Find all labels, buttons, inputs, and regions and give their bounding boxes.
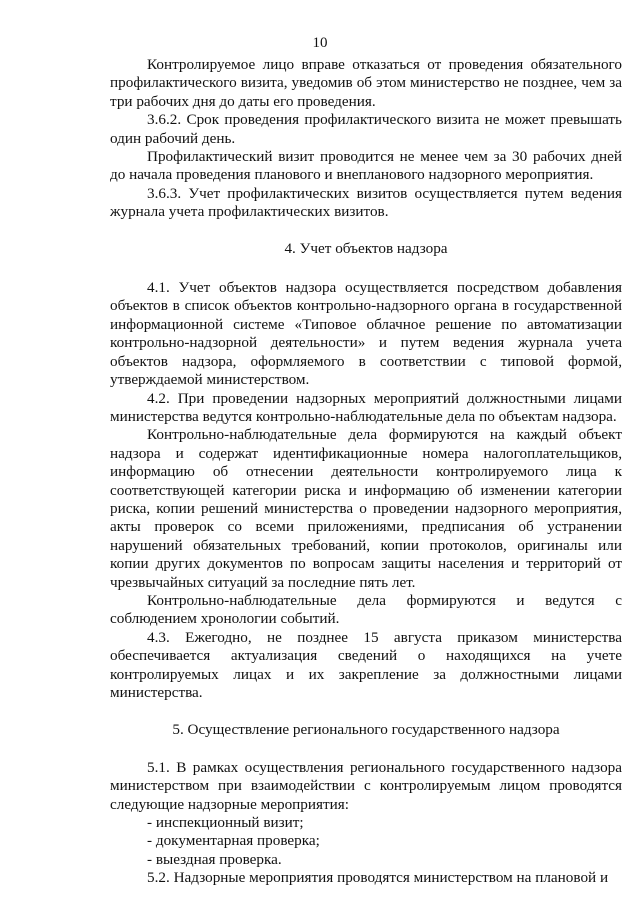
paragraph: 5.2. Надзорные мероприятия проводятся министерством на плановой и <box>147 869 609 887</box>
list-item: - инспекционный визит; <box>147 814 304 832</box>
paragraph: 3.6.2. Срок проведения профилактического визита не может превышать один рабочий день. <box>110 111 622 147</box>
list-item: - документарная проверка; <box>147 832 320 850</box>
section-heading: 4. Учет объектов надзора <box>284 239 448 257</box>
page-number: 10 <box>312 35 328 51</box>
document-body <box>110 56 622 888</box>
list-item: - выездная проверка. <box>147 850 282 868</box>
paragraph: Контролируемое лицо вправе отказаться от проведения обязательного профилактического визита, уведомив об этом министерство не позднее, чем за три рабочих дня до даты его проведения. <box>110 56 622 110</box>
paragraph: 4.2. При проведении надзорных мероприятий должностными лицами министерства ведутся контрольно-наблюдательные дела по объектам надзора. <box>110 389 622 425</box>
section-heading: 5. Осуществление регионального государственного надзора <box>172 721 560 739</box>
paragraph: Контрольно-наблюдательные дела формируются на каждый объект надзора и содержат идентификационные номера налогоплательщиков, информацию об отнесении деятельности контролируемого лица к соответствующей категории риска и информацию об изменении категории риска, копии решений министерства о проведении надзорного мероприятия, акты проверок со всеми приложениями, предписания об устранении нарушений обязательных требований, копии протоколов, оригиналы или копии других документов по вопросам защиты населения и территорий от чрезвычайных ситуаций за последние пять лет. <box>110 426 622 591</box>
paragraph: 4.1. Учет объектов надзора осуществляется посредством добавления объектов в список объектов контрольно-надзорного органа в государственной информационной системе «Типовое облачное решение по автоматизации контрольно-надзорной деятельности» и путем ведения журнала учета объектов надзора, оформляемого в соответствии с типовой формой, утверждаемой министерством. <box>110 279 622 389</box>
paragraph: 5.1. В рамках осуществления регионального государственного надзора министерством при взаимодействии с контролируемым лицом проводятся следующие надзорные мероприятия: <box>110 758 622 813</box>
paragraph: 4.3. Ежегодно, не позднее 15 августа приказом министерства обеспечивается актуализация сведений о находящихся на учете контролируемых лицах и их закрепление за должностными лицами министерства. <box>110 628 622 701</box>
paragraph: Контрольно-наблюдательные дела формируются и ведутся с соблюдением хронологии событий. <box>110 591 622 628</box>
paragraph: 3.6.3. Учет профилактических визитов осуществляется путем ведения журнала учета профилактических визитов. <box>110 184 622 221</box>
paragraph: Профилактический визит проводится не менее чем за 30 рабочих дней до начала проведения планового и внепланового надзорного мероприятия. <box>110 148 622 184</box>
